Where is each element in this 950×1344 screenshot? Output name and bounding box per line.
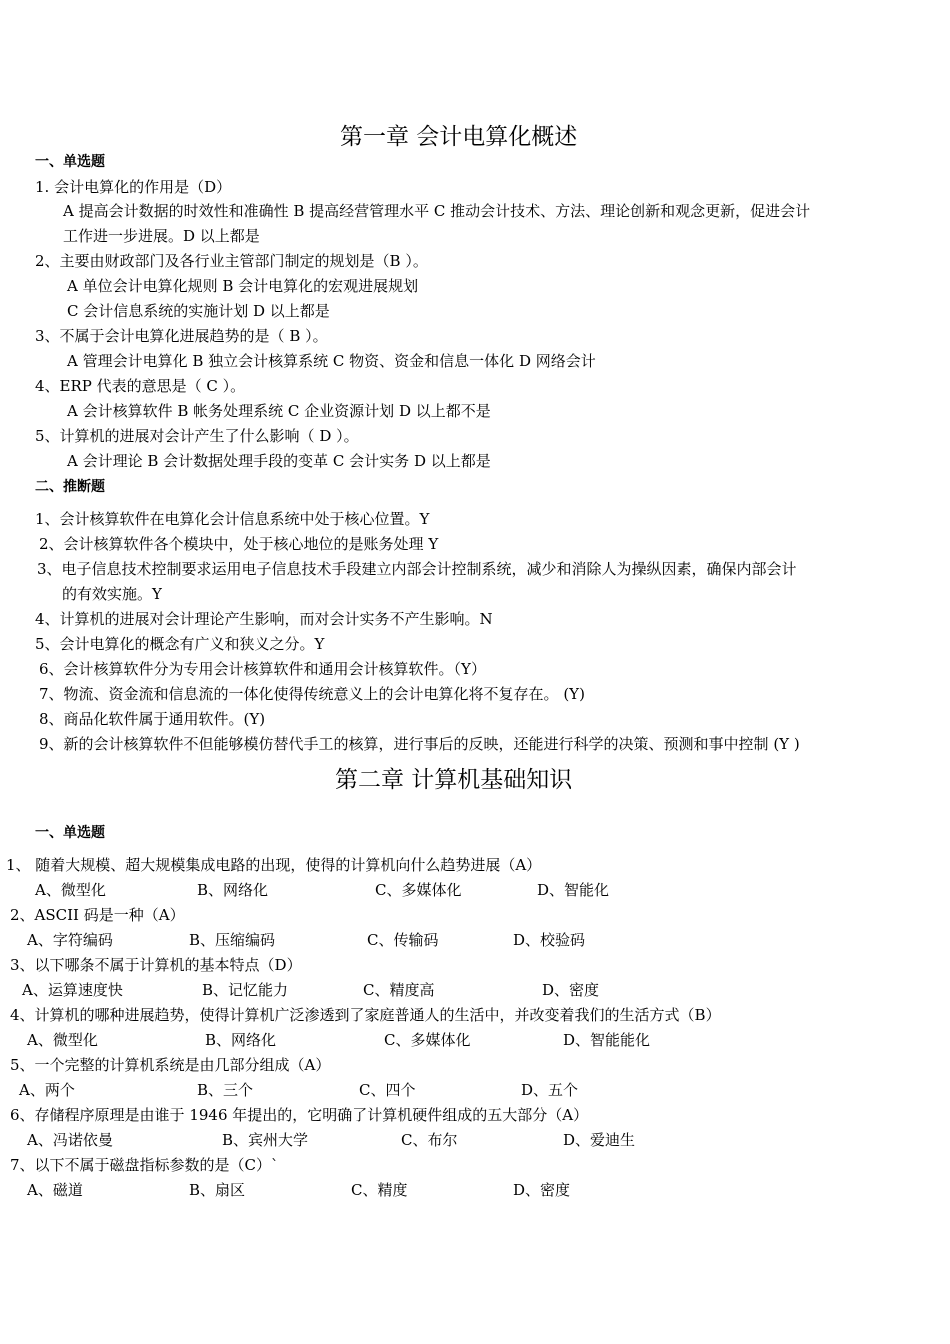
ch2-q4-option-b: B、网络化 xyxy=(205,1031,277,1049)
ch1-judgement-8: 8、商品化软件属于通用软件。(Y) xyxy=(39,710,266,728)
ch1-judgement-4: 4、计算机的进展对会计理论产生影响，而对会计实务不产生影响。N xyxy=(35,610,493,628)
chapter1-section-single-choice: 一、单选题 xyxy=(35,154,105,170)
ch2-q2-option-b: B、压缩编码 xyxy=(189,931,276,949)
ch2-q2-option-d: D、校验码 xyxy=(513,931,586,949)
ch2-q4-option-a: A、微型化 xyxy=(27,1031,98,1049)
ch1-question-2-options-cont: C 会计信息系统的实施计划 D 以上都是 xyxy=(67,302,330,320)
ch2-q4-option-c: C、多媒体化 xyxy=(384,1031,471,1049)
ch2-q1-option-c: C、多媒体化 xyxy=(375,881,462,899)
ch2-q7-option-a: A、磁道 xyxy=(27,1181,83,1199)
ch1-question-4: 4、ERP 代表的意思是（ C ）。 xyxy=(35,377,246,395)
ch1-question-2-options: A 单位会计电算化规则 B 会计电算化的宏观进展规划 xyxy=(67,277,419,295)
ch2-q6-option-d: D、爱迪生 xyxy=(563,1131,636,1149)
ch1-question-1: 1. 会计电算化的作用是（D） xyxy=(35,178,232,196)
ch2-q3-option-c: C、精度高 xyxy=(363,981,435,999)
ch2-q2-option-c: C、传输码 xyxy=(367,931,439,949)
ch1-judgement-5: 5、会计电算化的概念有广义和狭义之分。Y xyxy=(35,635,325,653)
ch1-judgement-3: 3、电子信息技术控制要求运用电子信息技术手段建立内部会计控制系统，减少和消除人为操纵因素，确保内部会计 xyxy=(37,560,797,578)
ch2-q7-option-c: C、精度 xyxy=(351,1181,408,1199)
ch1-judgement-3-cont: 的有效实施。Y xyxy=(62,585,162,603)
ch2-q5-option-d: D、五个 xyxy=(521,1081,579,1099)
ch2-q1-option-d: D、智能化 xyxy=(537,881,610,899)
ch2-question-7: 7、以下不属于磁盘指标参数的是（C）` xyxy=(10,1156,279,1174)
ch1-question-1-options-cont: 工作进一步进展。D 以上都是 xyxy=(63,227,260,245)
ch2-question-1: 1、 随着大规模、超大规模集成电路的出现，使得的计算机向什么趋势进展（A） xyxy=(6,856,542,874)
ch2-q5-option-b: B、三个 xyxy=(197,1081,254,1099)
ch2-q7-option-b: B、扇区 xyxy=(189,1181,246,1199)
ch2-q3-option-a: A、运算速度快 xyxy=(22,981,123,999)
ch2-q1-option-a: A、微型化 xyxy=(35,881,106,899)
ch1-question-4-options: A 会计核算软件 B 帐务处理系统 C 企业资源计划 D 以上都不是 xyxy=(67,402,491,420)
ch2-question-6: 6、存储程序原理是由谁于 1946 年提出的，它明确了计算机硬件组成的五大部分（A） xyxy=(10,1106,589,1124)
chapter2-title: 第二章 计算机基础知识 xyxy=(335,767,573,793)
ch1-judgement-7: 7、物流、资金流和信息流的一体化使得传统意义上的会计电算化将不复存在。 (Y) xyxy=(39,685,585,703)
ch2-q2-option-a: A、字符编码 xyxy=(27,931,113,949)
ch2-question-2: 2、ASCII 码是一种（A） xyxy=(10,906,185,924)
ch2-q7-option-d: D、密度 xyxy=(513,1181,571,1199)
ch1-question-5: 5、计算机的进展对会计产生了什么影响（ D ）。 xyxy=(35,427,359,445)
ch1-judgement-1: 1、会计核算软件在电算化会计信息系统中处于核心位置。Y xyxy=(35,510,430,528)
ch2-q4-option-d: D、智能能化 xyxy=(563,1031,651,1049)
ch1-judgement-6: 6、会计核算软件分为专用会计核算软件和通用会计核算软件。（Y） xyxy=(39,660,486,678)
ch1-judgement-9: 9、新的会计核算软件不但能够模仿替代手工的核算，进行事后的反映，还能进行科学的决策、预测和事中控制 (Y ) xyxy=(39,735,800,753)
ch2-q3-option-d: D、密度 xyxy=(542,981,600,999)
ch1-question-3-options: A 管理会计电算化 B 独立会计核算系统 C 物资、资金和信息一体化 D 网络会计 xyxy=(67,352,596,370)
ch2-q6-option-c: C、布尔 xyxy=(401,1131,458,1149)
ch2-question-5: 5、一个完整的计算机系统是由几部分组成（A） xyxy=(10,1056,331,1074)
ch1-question-5-options: A 会计理论 B 会计数据处理手段的变革 C 会计实务 D 以上都是 xyxy=(67,452,491,470)
ch2-q6-option-b: B、宾州大学 xyxy=(222,1131,309,1149)
ch2-q6-option-a: A、冯诺依曼 xyxy=(27,1131,113,1149)
ch1-judgement-2: 2、会计核算软件各个模块中，处于核心地位的是账务处理 Y xyxy=(39,535,439,553)
chapter2-section-single-choice: 一、单选题 xyxy=(35,825,105,841)
ch2-q5-option-a: A、两个 xyxy=(19,1081,75,1099)
chapter1-title: 第一章 会计电算化概述 xyxy=(340,124,578,150)
ch2-question-4: 4、计算机的哪种进展趋势，使得计算机广泛渗透到了家庭普通人的生活中，并改变着我们的生活方式（B） xyxy=(10,1006,721,1024)
ch1-question-1-options: A 提高会计数据的时效性和准确性 B 提高经营管理水平 C 推动会计技术、方法、理论创新和观念更新，促进会计 xyxy=(63,202,811,220)
chapter1-section-judgement: 二、推断题 xyxy=(35,479,105,495)
ch2-q3-option-b: B、记忆能力 xyxy=(202,981,289,999)
ch1-question-3: 3、不属于会计电算化进展趋势的是（ B ）。 xyxy=(35,327,328,345)
ch1-question-2: 2、主要由财政部门及各行业主管部门制定的规划是（B ）。 xyxy=(35,252,428,270)
ch2-q1-option-b: B、网络化 xyxy=(197,881,269,899)
ch2-q5-option-c: C、四个 xyxy=(359,1081,416,1099)
ch2-question-3: 3、以下哪条不属于计算机的基本特点（D） xyxy=(10,956,302,974)
